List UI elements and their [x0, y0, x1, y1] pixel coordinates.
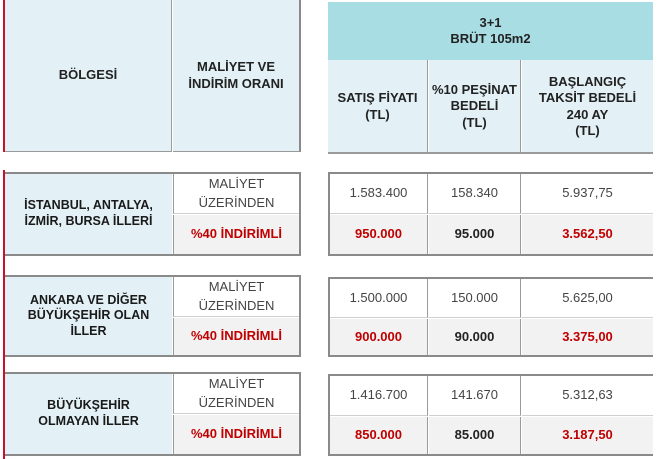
row1-region — [5, 174, 172, 254]
row1-cost-price — [330, 174, 428, 214]
row1-cost-down — [429, 174, 521, 214]
row1-discount — [173, 215, 299, 254]
row3-cost-down-value: 141.670 — [451, 387, 498, 403]
installment-line4: (TL) — [575, 122, 600, 138]
header-divider — [328, 152, 653, 154]
row1-disc-down — [429, 215, 521, 254]
row2-cost-price-value: 1.500.000 — [349, 289, 408, 305]
row1-cost-inst — [522, 174, 653, 214]
row1-cost-line2: ÜZERİNDEN — [198, 194, 275, 210]
row1-discount-label: %40 İNDİRİMLİ — [190, 226, 282, 242]
row2-cost-line1: MALİYET — [208, 279, 265, 295]
row3-disc-down — [429, 417, 521, 454]
row2-discount — [173, 318, 299, 355]
row2-cost-down-value: 150.000 — [451, 289, 498, 305]
row2-disc-inst-value: 3.375,00 — [562, 328, 613, 344]
row2-disc-down-value: 90.000 — [454, 328, 495, 344]
row2-cost-line2: ÜZERİNDEN — [198, 297, 275, 313]
row1-disc-price-value: 950.000 — [355, 226, 402, 242]
row2-cost-price — [330, 279, 428, 318]
row1-disc-inst-value: 3.562,50 — [562, 226, 613, 242]
row3-cost-price-value: 1.416.700 — [349, 387, 408, 403]
installment-header — [522, 60, 653, 153]
row1-disc-price — [330, 215, 428, 254]
installment-line3: 240 AY — [566, 106, 609, 122]
row3-cost-line1: MALİYET — [208, 376, 265, 392]
row3-cost-basis — [173, 374, 299, 414]
row2-discount-label: %40 İNDİRİMLİ — [190, 328, 282, 344]
row2-disc-price — [330, 319, 428, 355]
row3-cost-line2: ÜZERİNDEN — [198, 394, 275, 410]
row3-cost-inst — [522, 376, 653, 416]
row2-cost-down — [429, 279, 521, 318]
row1-disc-down-value: 95.000 — [454, 226, 495, 242]
row3-disc-price — [330, 417, 428, 454]
sale-price-line2: (TL) — [365, 106, 390, 122]
down-payment-line3: (TL) — [462, 114, 487, 130]
region-header-label: BÖLGESİ — [58, 67, 118, 83]
row1-region-line2: İZMİR, BURSA İLLERİ — [24, 214, 153, 228]
sale-price-header — [328, 60, 428, 153]
row3-region — [5, 374, 172, 454]
down-payment-header — [429, 60, 521, 153]
row2-region-line3: İLLER — [70, 323, 107, 338]
row2-disc-inst — [522, 319, 653, 355]
row3-disc-down-value: 85.000 — [454, 427, 495, 443]
row2-cost-inst-value: 5.625,00 — [562, 289, 613, 305]
cost-header — [173, 0, 301, 152]
row3-disc-inst-value: 3.187,50 — [562, 427, 613, 443]
cost-header-line2: İNDİRİM ORANI — [188, 75, 284, 91]
row3-cost-down — [429, 376, 521, 416]
unit-type-line2: BRÜT 105m2 — [450, 31, 531, 46]
row2-region-line2: BÜYÜKŞEHİR OLAN — [27, 308, 150, 323]
down-payment-line2: BEDELİ — [450, 98, 499, 114]
row1-cost-inst-value: 5.937,75 — [562, 185, 613, 201]
row2-region-line1: ANKARA VE DİĞER — [30, 292, 147, 307]
row1-cost-down-value: 158.340 — [451, 185, 498, 201]
row1-region-line1: İSTANBUL, ANTALYA, — [24, 198, 153, 213]
row3-cost-price — [330, 376, 428, 416]
row2-disc-price-value: 900.000 — [355, 328, 402, 344]
row1-disc-inst — [522, 215, 653, 254]
row3-discount — [173, 415, 299, 454]
sale-price-line1: SATIŞ FİYATI — [337, 90, 418, 106]
unit-type-line1: 3+1 — [479, 14, 502, 30]
row2-disc-down — [429, 319, 521, 355]
row2-region — [5, 277, 172, 355]
row3-disc-price-value: 850.000 — [355, 427, 402, 443]
unit-type-header — [328, 2, 653, 60]
down-payment-line1: %10 PEŞİNAT — [431, 82, 517, 98]
cost-header-line1: MALİYET VE — [196, 59, 275, 75]
row1-cost-basis — [173, 174, 299, 214]
row3-disc-inst — [522, 417, 653, 454]
installment-line2: TAKSİT BEDELİ — [538, 90, 637, 106]
region-header — [5, 0, 172, 152]
row1-cost-price-value: 1.583.400 — [349, 185, 408, 201]
row3-cost-inst-value: 5.312,63 — [562, 387, 613, 403]
row3-region-line2: OLMAYAN İLLER — [38, 414, 139, 428]
installment-line1: BAŞLANGIÇ — [548, 74, 627, 89]
row2-cost-inst — [522, 279, 653, 318]
row1-cost-line1: MALİYET — [208, 176, 265, 192]
row3-discount-label: %40 İNDİRİMLİ — [190, 426, 282, 442]
row2-cost-basis — [173, 277, 299, 317]
row3-region-line1: BÜYÜKŞEHİR — [47, 398, 130, 413]
